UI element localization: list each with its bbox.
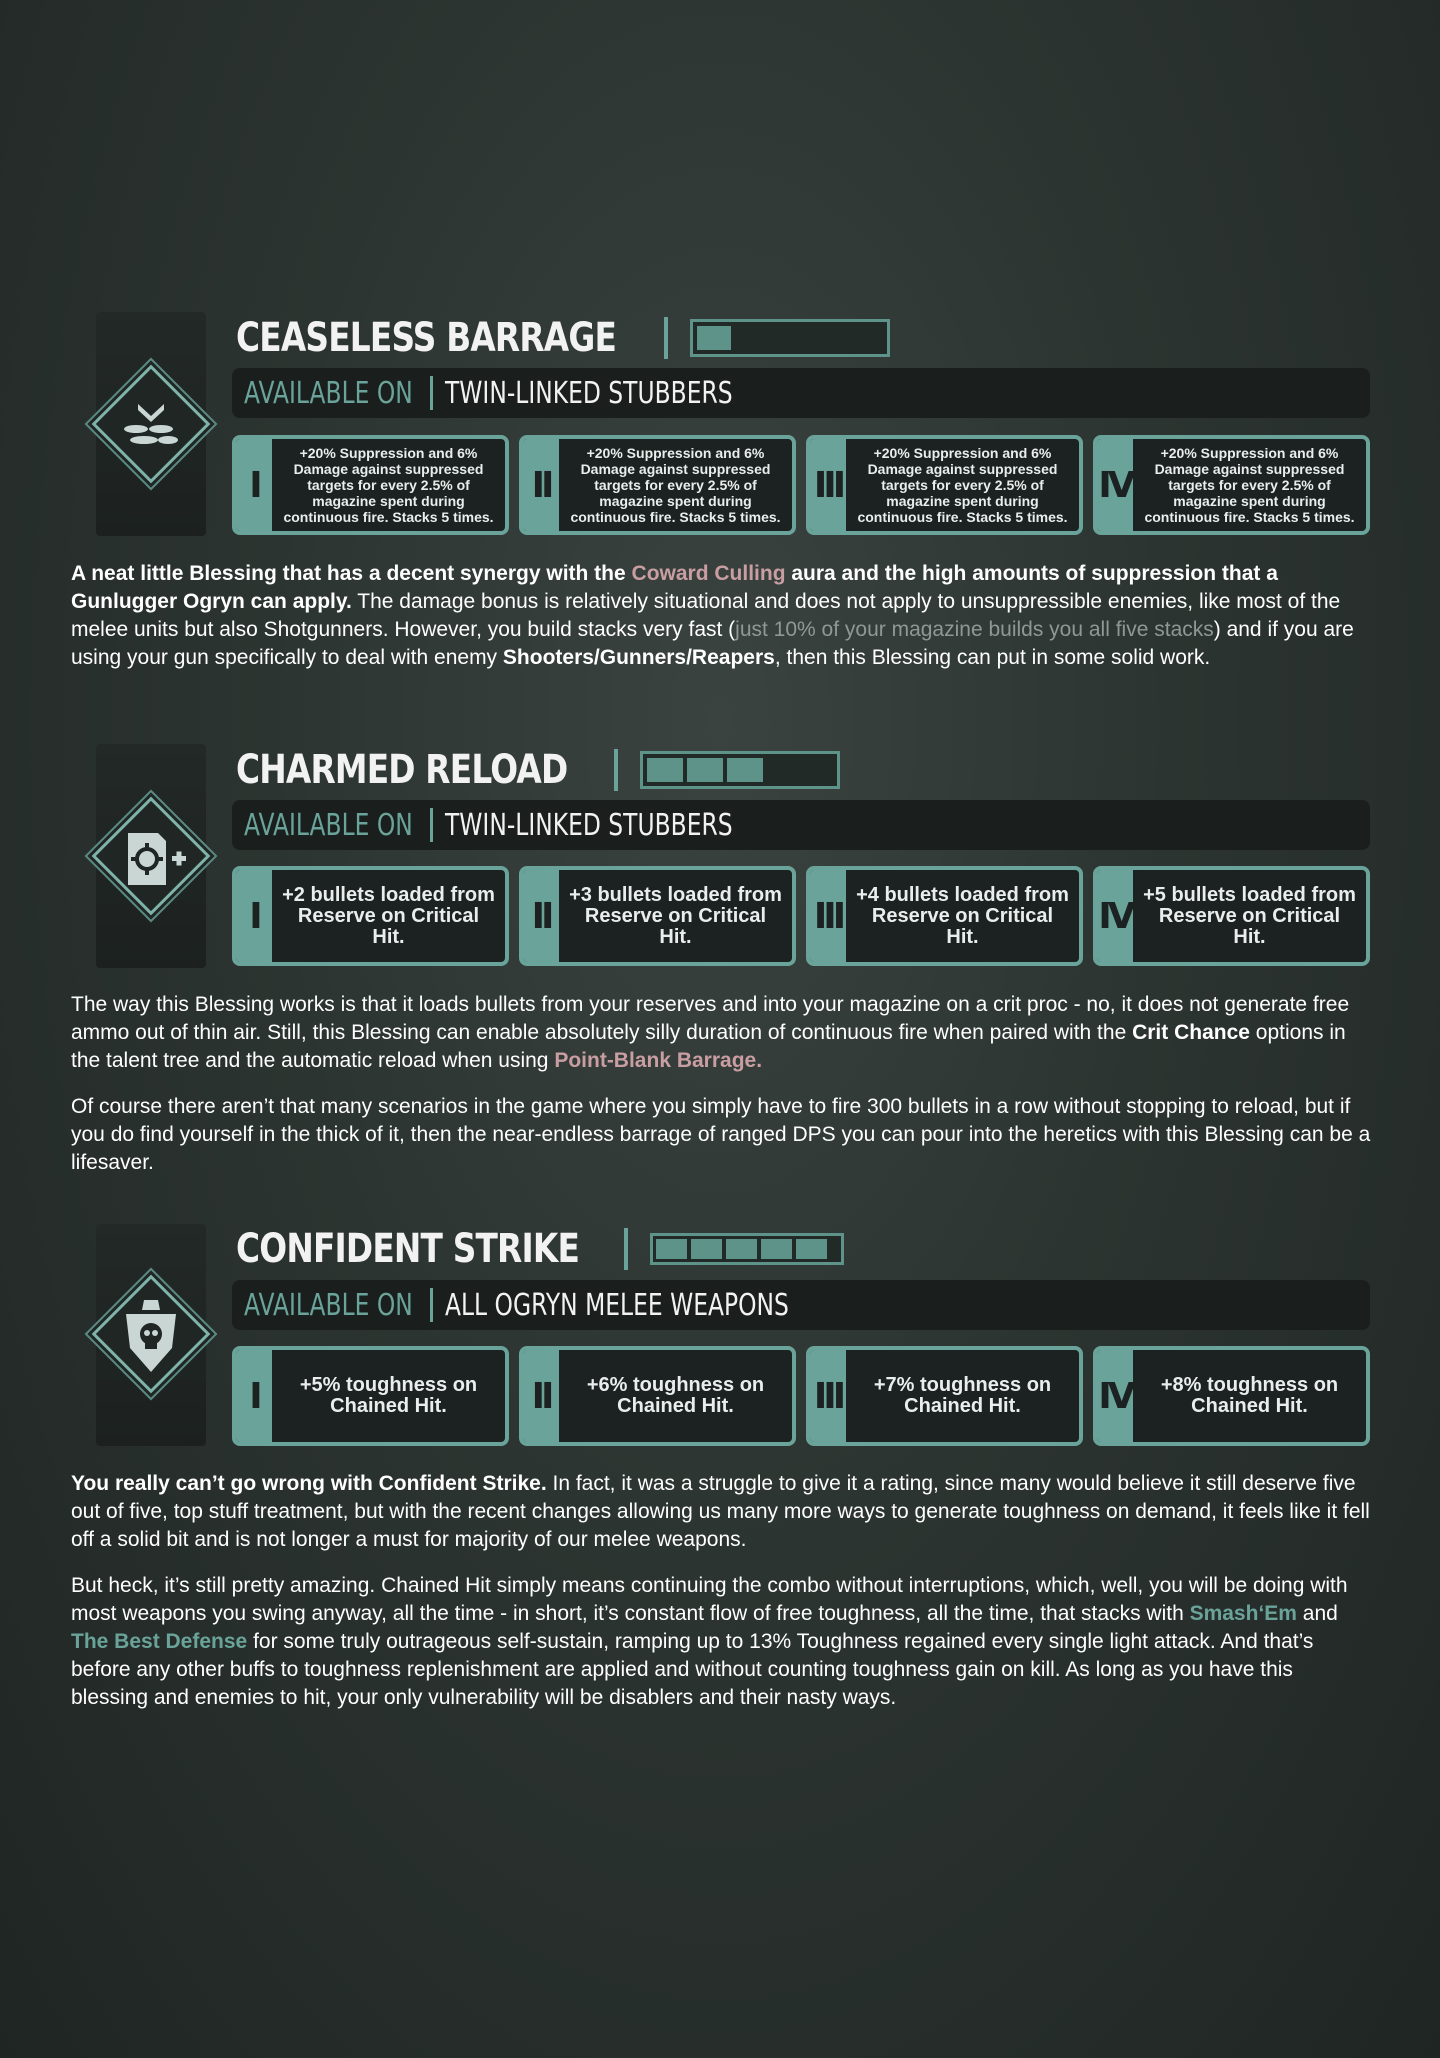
highlight-point-blank-barrage: Point-Blank Barrage.	[554, 1049, 763, 1072]
bold-text: You really can’t go wrong with Confident Strike.	[71, 1472, 547, 1495]
tier-description: +3 bullets loaded from Reserve on Critical Hit.	[569, 883, 782, 948]
available-on-label: AVAILABLE ON	[244, 807, 413, 843]
blessing-title: CEASELESS BARRAGE	[236, 315, 617, 361]
available-on-bar	[232, 1280, 1370, 1330]
muted-text: just 10% of your magazine builds you all five stacks	[735, 618, 1214, 641]
tier-description: +20% Suppression and 6% Damage against suppressed targets for every 2.5% of magazine spent during continuous fire. Stacks 5 times.	[283, 445, 494, 525]
bold-text: A neat little Blessing that has a decent synergy with the	[71, 562, 632, 585]
available-on-bar	[232, 368, 1370, 418]
tier-description: +20% Suppression and 6% Damage against suppressed targets for every 2.5% of magazine spent during continuous fire. Stacks 5 times.	[857, 445, 1068, 525]
available-on-value: ALL OGRYN MELEE WEAPONS	[445, 1287, 789, 1323]
blessing-title: CONFIDENT STRIKE	[236, 1226, 580, 1272]
title-divider	[624, 1228, 628, 1270]
body-text: ) and if you are using your gun specifically to deal with enemy	[71, 618, 1354, 669]
tier-number: IV	[1097, 439, 1133, 531]
rating-fill	[727, 758, 763, 782]
tier-card	[519, 435, 796, 535]
available-on-value: TWIN-LINKED STUBBERS	[445, 375, 733, 411]
body-text: In fact, it was a struggle to give it a rating, since many would believe it still deserve five out of five, top stuff treatment, but with the recent changes allowing us many more ways to generate toughness on demand, it feels like it fell off a solid bit and is not longer a must for majority of our melee weapons.	[71, 1472, 1370, 1551]
body-text: But heck, it’s still pretty amazing. Chained Hit simply means continuing the combo without interruptions, which, well, you will be doing with most weapons you swing anyway, all the time - in short, it’s constant flow of free toughness, all the time, that stacks with	[71, 1574, 1348, 1625]
available-on-bar	[232, 800, 1370, 850]
description-paragraph	[71, 991, 1371, 1075]
tier-card	[1093, 866, 1370, 966]
tier-card	[232, 866, 509, 966]
tier-number: III	[810, 870, 846, 962]
bold-text: Crit Chance	[1132, 1021, 1250, 1044]
tier-number: IV	[1097, 870, 1133, 962]
available-on-divider	[430, 376, 433, 410]
blessing-title-row	[236, 742, 840, 798]
title-divider	[614, 749, 618, 791]
blessing-title-row	[236, 310, 890, 366]
highlight-the-best-defense: The Best Defense	[71, 1630, 248, 1653]
blessing-description	[71, 560, 1371, 690]
blessing-title: CHARMED RELOAD	[236, 747, 568, 793]
tier-number: IV	[1097, 1350, 1133, 1442]
tier-number: III	[810, 1350, 846, 1442]
tier-card	[806, 1346, 1083, 1446]
tier-card	[1093, 435, 1370, 535]
tier-list	[232, 1346, 1370, 1446]
tier-number: I	[236, 439, 272, 531]
body-text: The way this Blessing works is that it loads bullets from your reserves and into your magazine on a crit proc - no, it does not generate free ammo out of thin air. Still, this Blessing can enable absolutely silly duration of continuous fire when paired with the	[71, 993, 1350, 1044]
tier-description: +2 bullets loaded from Reserve on Critical Hit.	[282, 883, 495, 948]
tier-number: II	[523, 870, 559, 962]
blessing-description	[71, 1470, 1371, 1730]
highlight-coward-culling: Coward Culling	[631, 562, 786, 585]
blessing-icon-panel	[96, 1224, 206, 1446]
body-text: The damage bonus is relatively situational and does not apply to unsuppressible enemies, like most of the melee units but also Shotgunners. However, you build stacks very fast (	[71, 590, 1341, 641]
body-text: for some truly outrageous self-sustain, ramping up to 13% Toughness regained every single light attack. And that’s before any other buffs to toughness replenishment are applied and without counting toughness gain on kill. As long as you have this blessing and enemies to hit, your only vulnerability will be disablers and their nasty ways.	[71, 1630, 1314, 1709]
tier-card	[1093, 1346, 1370, 1446]
bold-text: aura and the high amounts of suppression that a Gunlugger Ogryn can apply.	[71, 562, 1278, 613]
body-text: and	[1296, 1602, 1338, 1625]
available-on-divider	[430, 1288, 433, 1322]
title-divider	[664, 317, 668, 359]
tier-description: +8% toughness on Chained Hit.	[1160, 1374, 1339, 1417]
tier-description: +7% toughness on Chained Hit.	[873, 1374, 1052, 1417]
tier-list	[232, 435, 1370, 535]
tier-card	[806, 435, 1083, 535]
available-on-label: AVAILABLE ON	[244, 375, 413, 411]
rating-fill	[656, 1239, 687, 1259]
tier-description: +20% Suppression and 6% Damage against suppressed targets for every 2.5% of magazine spent during continuous fire. Stacks 5 times.	[570, 445, 781, 525]
reload-crosshair-icon	[96, 829, 206, 896]
blessing-icon-panel	[96, 744, 206, 968]
tier-card	[519, 866, 796, 966]
tier-description: +20% Suppression and 6% Damage against suppressed targets for every 2.5% of magazine spent during continuous fire. Stacks 5 times.	[1144, 445, 1355, 525]
rating-bar	[650, 1233, 844, 1265]
description-paragraph	[71, 1470, 1371, 1554]
skull-shield-icon	[96, 1296, 206, 1383]
rating-fill	[697, 326, 731, 350]
tier-card	[519, 1346, 796, 1446]
description-paragraph	[71, 1572, 1371, 1712]
body-text: , then this Blessing can put in some solid work.	[774, 646, 1211, 669]
blessing-description	[71, 991, 1371, 1195]
tier-number: II	[523, 439, 559, 531]
description-paragraph	[71, 1093, 1371, 1177]
body-text: options in the talent tree and the automatic reload when using	[71, 1021, 1346, 1072]
tier-card	[232, 435, 509, 535]
tier-list	[232, 866, 1370, 966]
tier-description: +5% toughness on Chained Hit.	[299, 1374, 478, 1417]
available-on-value: TWIN-LINKED STUBBERS	[445, 807, 733, 843]
highlight-smash-em: Smash‘Em	[1189, 1602, 1297, 1625]
tier-number: I	[236, 870, 272, 962]
tier-description: +4 bullets loaded from Reserve on Critical Hit.	[856, 883, 1069, 948]
tier-description: +5 bullets loaded from Reserve on Critical Hit.	[1143, 883, 1356, 948]
tier-number: I	[236, 1350, 272, 1442]
description-paragraph	[71, 560, 1371, 672]
rating-fill	[687, 758, 723, 782]
body-text: Of course there aren’t that many scenarios in the game where you simply have to fire 300 bullets in a row without stopping to reload, but if you do find yourself in the thick of it, then the near-endless barrage of ranged DPS you can pour into the heretics with this Blessing can be a lifesaver.	[71, 1095, 1371, 1174]
tier-description: +6% toughness on Chained Hit.	[586, 1374, 765, 1417]
rating-bar	[640, 751, 840, 789]
available-on-divider	[430, 808, 433, 842]
tier-number: II	[523, 1350, 559, 1442]
rating-fill	[647, 758, 683, 782]
available-on-label: AVAILABLE ON	[244, 1287, 413, 1323]
tier-card	[232, 1346, 509, 1446]
tier-card	[806, 866, 1083, 966]
rating-fill	[691, 1239, 722, 1259]
blessing-title-row	[236, 1221, 844, 1277]
tier-number: III	[810, 439, 846, 531]
barrage-bullets-icon	[96, 402, 206, 459]
rating-fill	[796, 1239, 827, 1259]
bold-text: Shooters/Gunners/Reapers	[502, 646, 775, 669]
blessing-icon-panel	[96, 312, 206, 536]
rating-bar	[690, 319, 890, 357]
rating-fill	[726, 1239, 757, 1259]
rating-fill	[761, 1239, 792, 1259]
